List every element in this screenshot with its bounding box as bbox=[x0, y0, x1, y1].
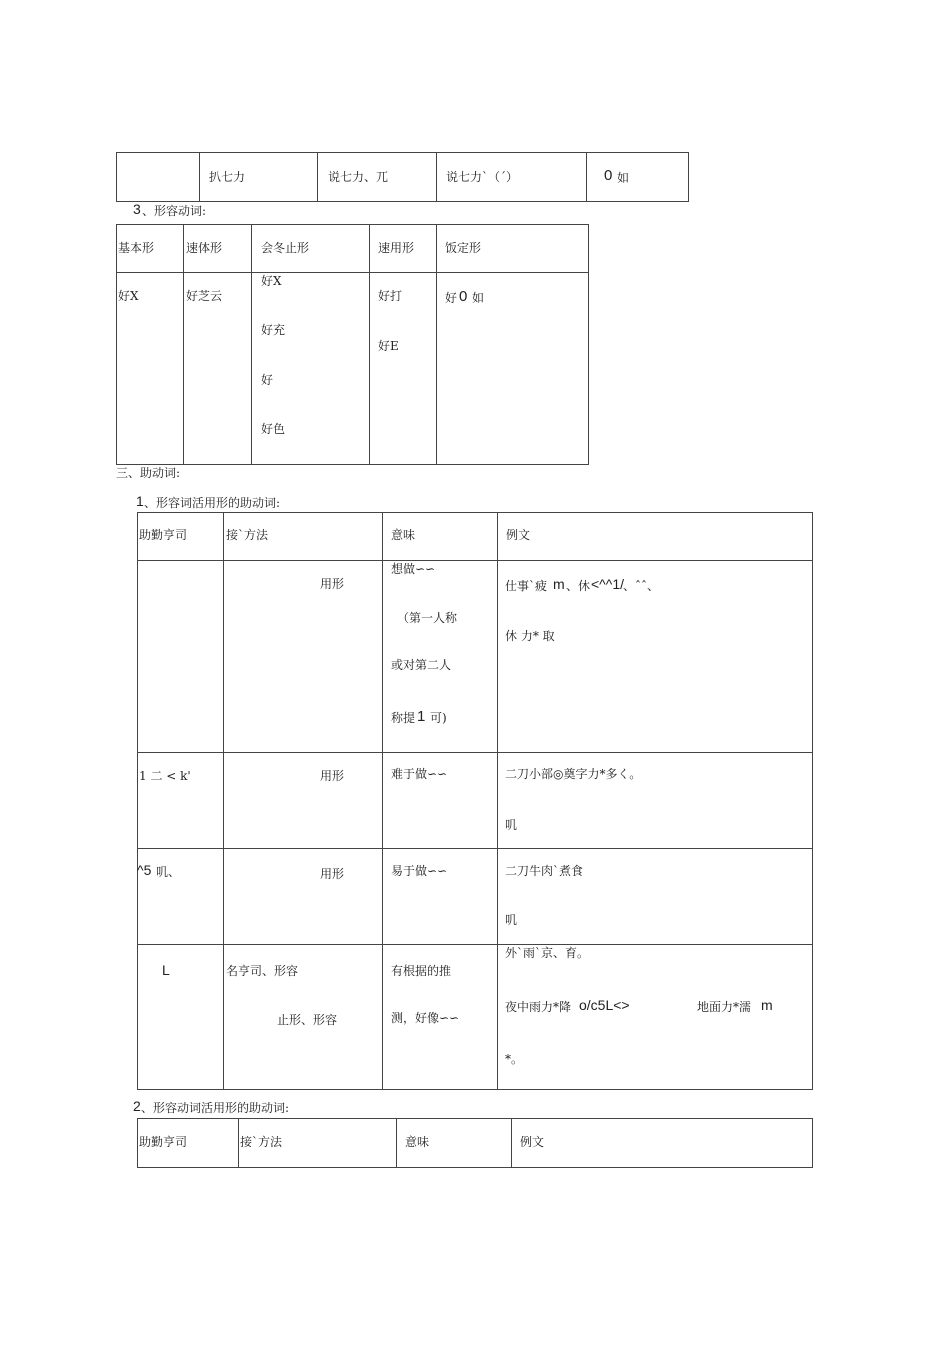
adj-verb-header-conjunctive: 速用形 bbox=[378, 241, 415, 255]
aux-r4-meaning: 测，好像∽∽ bbox=[391, 1011, 460, 1025]
aux-r4-example: 地面力*濡 bbox=[697, 1000, 752, 1014]
adj-verb-table-divider bbox=[369, 224, 370, 465]
aux-r1-meaning: 或对第二人 bbox=[391, 658, 452, 672]
aux-table-row-line bbox=[137, 848, 813, 849]
aux-table-2-divider bbox=[511, 1118, 512, 1168]
aux-r2-connection: 用形 bbox=[320, 769, 345, 783]
aux2-header-meaning: 意味 bbox=[405, 1135, 430, 1149]
top-cell-2: 说七力、兀 bbox=[328, 170, 389, 184]
top-table-divider bbox=[436, 152, 437, 202]
adj-verb-cell: 好打 bbox=[378, 289, 403, 303]
aux-r4-meaning: 有根据的推 bbox=[391, 964, 452, 978]
aux-r1-meaning: 称提 bbox=[391, 711, 416, 725]
aux-header-connection: 接ˋ方法 bbox=[226, 528, 269, 542]
aux-r4-example: *。 bbox=[505, 1052, 524, 1066]
section-three-title: 三、助动词: bbox=[116, 466, 181, 480]
aux-r3-example: 叽 bbox=[505, 913, 518, 927]
aux-table-divider bbox=[497, 512, 498, 1090]
aux-header-example: 例文 bbox=[506, 528, 531, 542]
aux-table-row-line bbox=[137, 944, 813, 945]
adj-verb-header-basic: 基本形 bbox=[118, 241, 155, 255]
aux-header-meaning: 意味 bbox=[391, 528, 416, 542]
aux-r1-example-sym: <^^1/ bbox=[591, 576, 624, 592]
section-3-title: 、形容动词: bbox=[142, 204, 207, 218]
adj-verb-table-divider bbox=[251, 224, 252, 465]
aux-r2-example: 叽 bbox=[505, 818, 518, 832]
aux-r4-auxiliary: L bbox=[162, 962, 170, 978]
aux-r1-connection: 用形 bbox=[320, 577, 345, 591]
adj-verb-table-divider bbox=[183, 224, 184, 465]
aux2-header-connection: 接ˋ方法 bbox=[240, 1135, 283, 1149]
adj-verb-header-terminal: 会冬止形 bbox=[261, 241, 310, 255]
aux-r1-example: 休 力* 取 bbox=[505, 629, 555, 643]
adj-verb-cell: 好色 bbox=[261, 422, 286, 436]
top-table-divider bbox=[317, 152, 318, 202]
top-cell-4-text: 如 bbox=[617, 171, 630, 185]
adj-verb-cell: 好E bbox=[378, 339, 399, 353]
aux-r4-connection: 止形、形容 bbox=[277, 1013, 338, 1027]
aux-r4-example-m: m bbox=[761, 997, 773, 1013]
aux-r1-meaning: 可) bbox=[430, 711, 447, 725]
aux-header-auxiliary: 助勤亨司 bbox=[139, 528, 188, 542]
aux-table-row-line bbox=[137, 752, 813, 753]
aux-r4-connection: 名亨司、形容 bbox=[226, 964, 299, 978]
aux-r1-example: 仕事ˋ疲 bbox=[505, 579, 548, 593]
aux-r4-example-code: o/c5L<> bbox=[579, 997, 630, 1013]
aux-r1-example: 、休 bbox=[566, 579, 591, 593]
aux-r1-meaning: 想做∽∽ bbox=[391, 562, 436, 576]
aux-table-divider bbox=[382, 512, 383, 1090]
aux-r4-example: 外ˋ雨ˋ京、育。 bbox=[505, 946, 590, 960]
aux-r2-auxiliary: 1 二 < k' bbox=[139, 769, 191, 783]
top-cell-1: 扒七力 bbox=[209, 170, 246, 184]
section-3-number: 3 bbox=[133, 201, 141, 217]
subsection-1-title: 、形容词活用形的助动词: bbox=[144, 496, 281, 510]
aux-table-row-line bbox=[137, 560, 813, 561]
adj-verb-cell: 好 bbox=[445, 291, 458, 305]
aux-r3-meaning: 易于做∽∽ bbox=[391, 864, 448, 878]
adj-verb-cell: 如 bbox=[472, 291, 485, 305]
aux-r1-example: 、ˆˆ、 bbox=[623, 579, 660, 593]
adj-verb-cell: 好X bbox=[261, 274, 282, 288]
aux-table-2-divider bbox=[396, 1118, 397, 1168]
aux-r4-example: 夜中雨力*降 bbox=[505, 1000, 572, 1014]
subsection-2-number: 2 bbox=[133, 1098, 141, 1114]
aux-r2-meaning: 难于做∽∽ bbox=[391, 767, 448, 781]
adj-verb-cell: 好X bbox=[118, 289, 139, 303]
adj-verb-cell: 好 bbox=[261, 373, 274, 387]
aux-r1-meaning-num: 1 bbox=[417, 708, 426, 725]
top-cell-4-num: 0 bbox=[604, 167, 613, 184]
top-cell-3: 说七力ˋ（ˊ） bbox=[446, 170, 519, 184]
adj-verb-table bbox=[116, 224, 589, 465]
aux-table-2-divider bbox=[238, 1118, 239, 1168]
aux-r3-example: 二刀牛肉ˋ煮食 bbox=[505, 864, 584, 878]
adj-verb-header-continuous: 速体形 bbox=[186, 241, 223, 255]
adj-verb-header-conditional: 饭定形 bbox=[445, 241, 482, 255]
adj-verb-cell: 好芝云 bbox=[186, 289, 223, 303]
aux2-header-example: 例文 bbox=[520, 1135, 545, 1149]
aux-r1-example-m: m bbox=[553, 576, 565, 592]
adj-verb-table-divider bbox=[436, 224, 437, 465]
aux-r3-auxiliary-num: ^5 bbox=[137, 862, 152, 878]
aux-r3-connection: 用形 bbox=[320, 867, 345, 881]
subsection-1-number: 1 bbox=[136, 493, 144, 509]
aux-r1-meaning: （第一人称 bbox=[397, 611, 458, 625]
aux-r2-example: 二刀小部◎奠字力*多く。 bbox=[505, 767, 642, 781]
adj-verb-cell-num: 0 bbox=[459, 288, 468, 305]
top-table-divider bbox=[199, 152, 200, 202]
aux2-header-auxiliary: 助勤亨司 bbox=[139, 1135, 188, 1149]
adj-verb-cell: 好充 bbox=[261, 323, 286, 337]
top-table-divider bbox=[586, 152, 587, 202]
subsection-2-title: 、形容动词活用形的助动词: bbox=[141, 1101, 290, 1115]
adj-verb-table-header-line bbox=[116, 272, 589, 273]
aux-r3-auxiliary: 叽、 bbox=[156, 865, 181, 879]
aux-table-divider bbox=[223, 512, 224, 1090]
